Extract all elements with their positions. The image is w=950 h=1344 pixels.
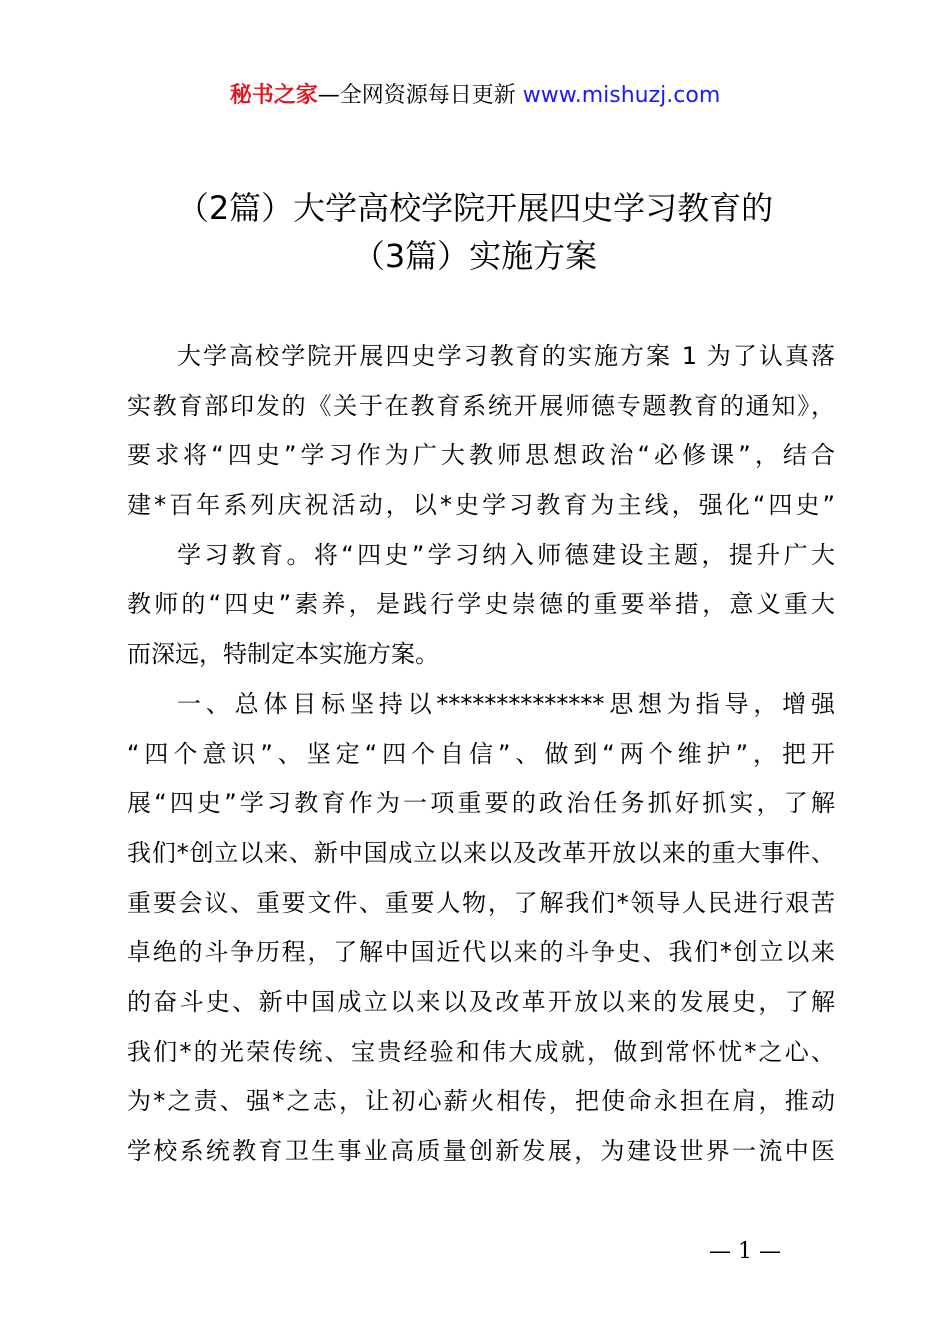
body-line: 我们*创立以来、新中国成立以来以及改革开放以来的重大事件、 — [127, 838, 835, 867]
body-line: 而深远，特制定本实施方案。 — [127, 640, 439, 669]
document-body — [127, 332, 835, 1177]
body-line: 实教育部印发的《关于在教育系统开展师德专题教育的通知》， — [127, 391, 835, 420]
body-line: 建*百年系列庆祝活动，以*史学习教育为主线，强化“四史” — [127, 491, 835, 520]
body-line: 教师的“四史”素养，是践行学史崇德的重要举措，意义重大 — [127, 590, 835, 619]
body-line: “四个意识”、坚定“四个自信”、做到“两个维护”，把开 — [127, 739, 835, 768]
title-line-1: （2篇）大学高校学院开展四史学习教育的 — [176, 189, 774, 227]
body-line: 我们*的光荣传统、宝贵经验和伟大成就，做到常怀忧*之心、 — [127, 1037, 835, 1066]
site-header — [0, 80, 950, 112]
page-number: — 1 — — [709, 1239, 781, 1264]
body-line: 的奋斗史、新中国成立以来以及改革开放以来的发展史，了解 — [127, 987, 835, 1016]
body-line: 展“四史”学习教育作为一项重要的政治任务抓好抓实，了解 — [127, 789, 835, 818]
document-title — [0, 184, 950, 280]
body-line: 一、总体目标坚持以**************思想为指导，增强 — [177, 689, 835, 718]
body-line: 要求将“四史”学习作为广大教师思想政治“必修课”，结合 — [127, 441, 835, 470]
body-line: 重要会议、重要文件、重要人物，了解我们*领导人民进行艰苦 — [127, 888, 835, 917]
body-line: 卓绝的斗争历程，了解中国近代以来的斗争史、我们*创立以来 — [127, 938, 835, 967]
title-line-2: （3篇）实施方案 — [352, 237, 598, 275]
body-line: 学校系统教育卫生事业高质量创新发展，为建设世界一流中医 — [127, 1137, 835, 1165]
body-line: 学习教育。将“四史”学习纳入师德建设主题，提升广大 — [177, 540, 835, 569]
site-url-link[interactable]: www.mishuzj.com — [522, 83, 721, 108]
brand-name: 秘书之家 — [229, 83, 318, 108]
header-tagline: —全网资源每日更新 — [317, 83, 516, 108]
body-line: 大学高校学院开展四史学习教育的实施方案 1 为了认真落 — [177, 342, 835, 370]
body-line: 为*之责、强*之志，让初心薪火相传，把使命永担在肩，推动 — [127, 1087, 835, 1116]
